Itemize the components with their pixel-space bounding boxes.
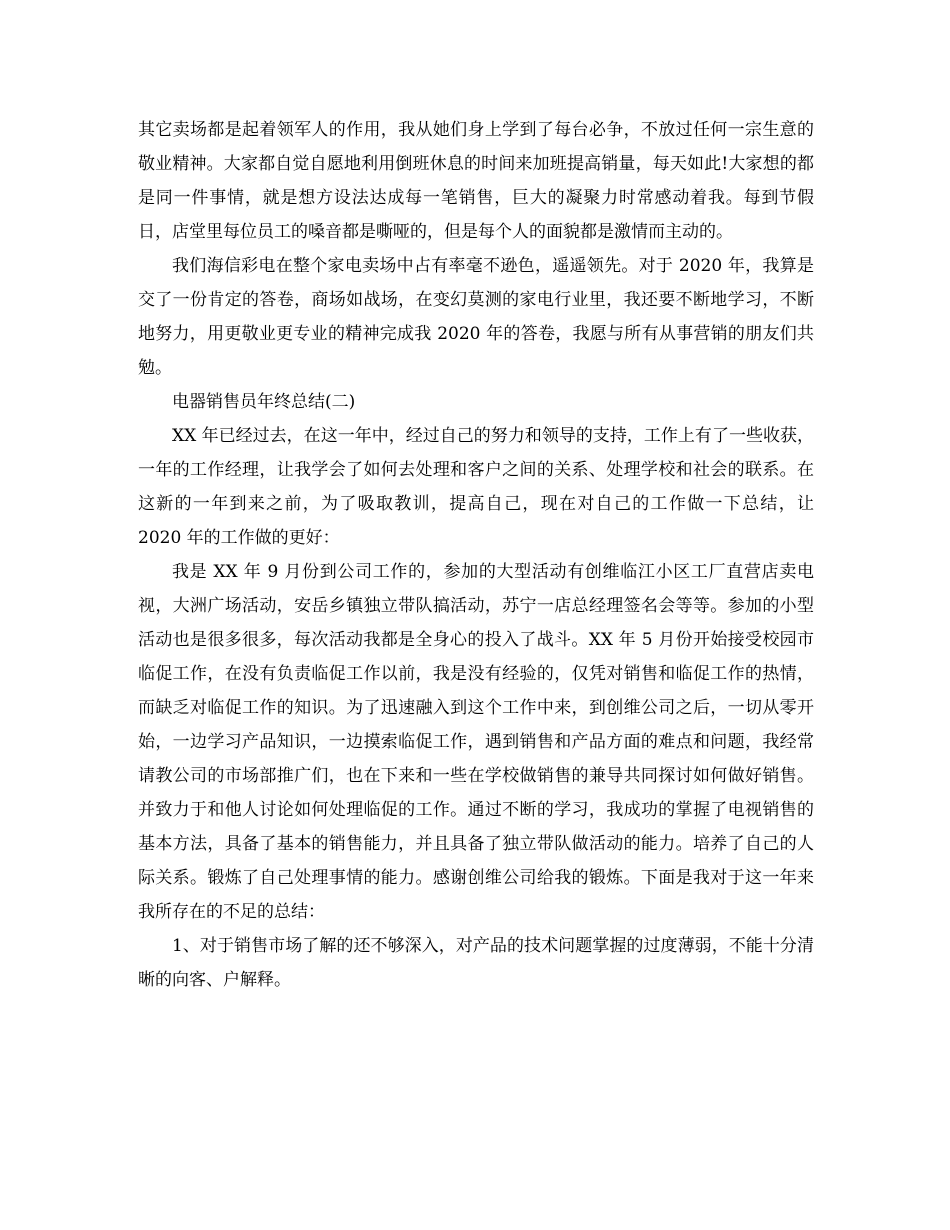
paragraph-work-experience: 我是 XX 年 9 月份到公司工作的，参加的大型活动有创维临江小区工厂直营店卖电视，大洲广场活动，安岳乡镇独立带队搞活动，苏宁一店总经理签名会等等。参加的小型活动也是很多很多，每次活动我都是全身心的投入了战斗。XX 年 5 月份开始接受校园市临促工作，在没有负责临促工作以前，我是没有经验的，仅凭对销售和临促工作的热情，而缺乏对临促工作的知识。为了迅速融入到这个工作中来，到创维公司之后，一切从零开始，一边学习产品知识，一边摸索临促工作，遇到销售和产品方面的难点和问题，我经常请教公司的市场部推广们，也在下来和一些在学校做销售的兼导共同探讨如何做好销售。并致力于和他人讨论如何处理临促的工作。通过不断的学习，我成功的掌握了电视销售的基本方法，具备了基本的销售能力，并且具备了独立带队做活动的能力。培养了自己的人际关系。锻炼了自己处理事情的能力。感谢创维公司给我的锻炼。下面是我对于这一年来我所存在的不足的总结：: [138, 562, 814, 922]
section-heading: 电器销售员年终总结(二): [172, 392, 356, 412]
paragraph-year-intro: XX 年已经过去，在这一年中，经过自己的努力和领导的支持，工作上有了一些收获，一年的工作经理，让我学会了如何去处理和客户之间的关系、处理学校和社会的联系。在这新的一年到来之前，为了吸取教训，提高自己，现在对自己的工作做一下总结，让 2020 年的工作做的更好：: [138, 426, 814, 548]
document-page: [138, 113, 814, 997]
paragraph-shortcoming-1: 1、对于销售市场了解的还不够深入，对产品的技术问题掌握的过度薄弱，不能十分清晰的向客、户解释。: [138, 936, 814, 990]
paragraph-hisense-summary: 我们海信彩电在整个家电卖场中占有率毫不逊色，遥遥领先。对于 2020 年，我算是交了一份肯定的答卷，商场如战场，在变幻莫测的家电行业里，我还要不断地学习，不断地努力，用更敬业更专业的精神完成我 2020 年的答卷，我愿与所有从事营销的朋友们共勉。: [138, 256, 814, 378]
paragraph-continuation: 其它卖场都是起着领军人的作用，我从她们身上学到了每台必争，不放过任何一宗生意的敬业精神。大家都自觉自愿地利用倒班休息的时间来加班提高销量，每天如此!大家想的都是同一件事情，就是想方设法达成每一笔销售，巨大的凝聚力时常感动着我。每到节假日，店堂里每位员工的嗓音都是嘶哑的，但是每个人的面貌都是激情而主动的。: [138, 120, 814, 242]
